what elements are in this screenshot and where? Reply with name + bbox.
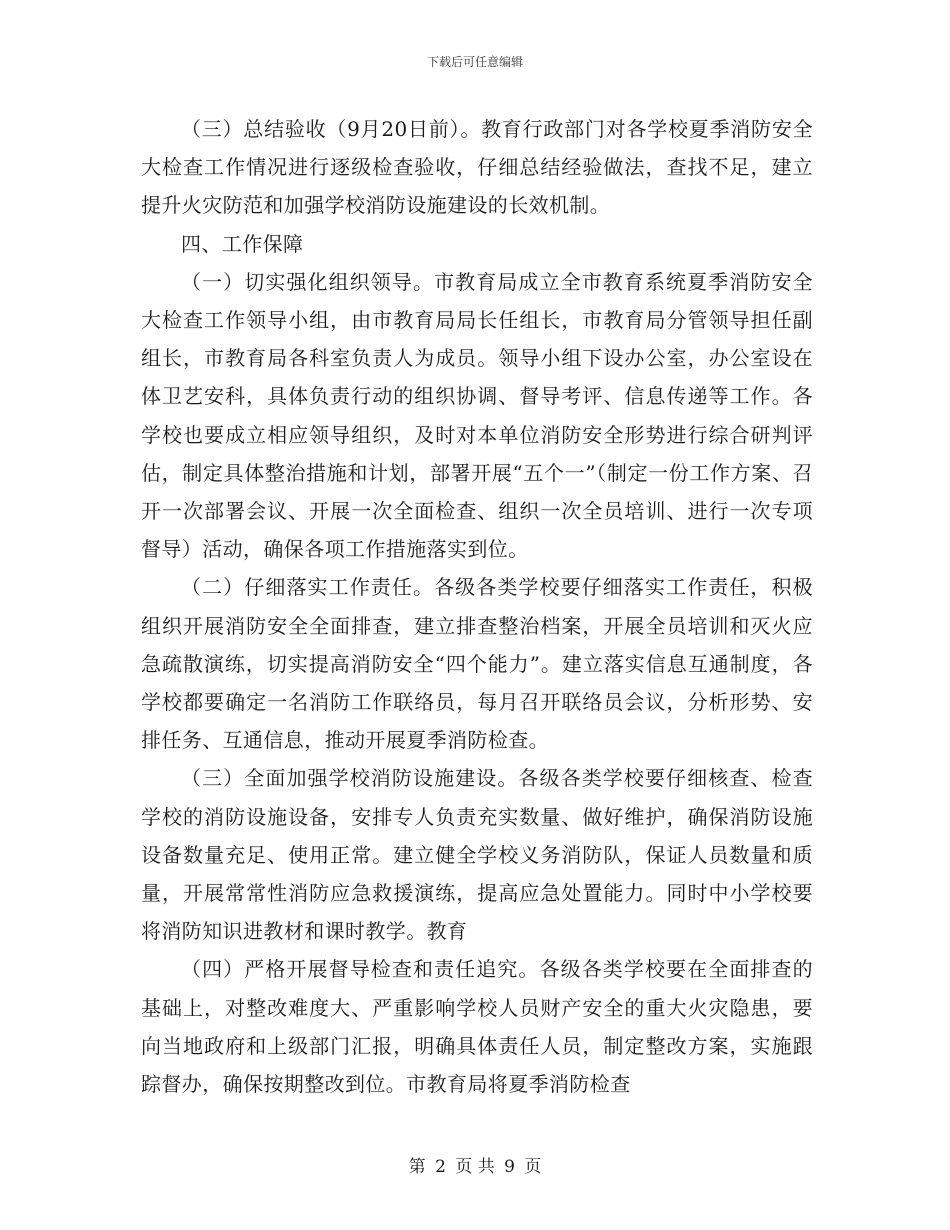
footer-middle: 页 共: [455, 1157, 495, 1177]
document-body: [141, 110, 813, 1103]
footer-suffix: 页: [524, 1157, 542, 1177]
footer-prefix: 第: [408, 1157, 426, 1177]
paragraph-work-responsibility: （二）仔细落实工作责任。各级各类学校要仔细落实工作责任，积极组织开展消防安全全面排查，建立排查整治档案，开展全员培训和灭火应急疏散演练，切实提高消防安全“四个能力”。建立落实信息互通制度，各学校都要确定一名消防工作联络员，每月召开联络员会议，分析形势、安排任务、互通信息，推动开展夏季消防检查。: [141, 575, 813, 753]
paragraph-summary-acceptance: （三）总结验收（9月20日前）。教育行政部门对各学校夏季消防安全大检查工作情况进行逐级检查验收，仔细总结经验做法，查找不足，建立提升火灾防范和加强学校消防设施建设的长效机制。: [141, 117, 813, 218]
paragraph-fire-facilities: （三）全面加强学校消防设施建设。各级各类学校要仔细核查、检查学校的消防设施设备，安排专人负责充实数量、做好维护，确保消防设施设备数量充足、使用正常。建立健全学校义务消防队，保证人员数量和质量，开展常常性消防应急救援演练，提高应急处置能力。同时中小学校要将消防知识进教材和课时教学。教育: [141, 766, 813, 944]
page-number: 2: [435, 1157, 446, 1177]
page-total: 9: [504, 1157, 515, 1177]
section-heading-work-guarantee: 四、工作保障: [181, 231, 304, 256]
paragraph-supervision-accountability: （四）严格开展督导检查和责任追究。各级各类学校要在全面排查的基础上，对整改难度大、严重影响学校人员财产安全的重大火灾隐患，要向当地政府和上级部门汇报，明确具体责任人员，制定整改方案，实施跟踪督办，确保按期整改到位。市教育局将夏季消防检查: [141, 957, 813, 1097]
header-note: 下载后可任意编辑: [426, 55, 523, 69]
page-footer: [0, 1152, 950, 1177]
paragraph-organization-leadership: （一）切实强化组织领导。市教育局成立全市教育系统夏季消防安全大检查工作领导小组，由市教育局局长任组长，市教育局分管领导担任副组长，市教育局各科室负责人为成员。领导小组下设办公室，办公室设在体卫艺安科，具体负责行动的组织协调、督导考评、信息传递等工作。各学校也要成立相应领导组织，及时对本单位消防安全形势进行综合研判评估，制定具体整治措施和计划，部署开展“五个一”（制定一份工作方案、召开一次部署会议、开展一次全面检查、组织一次全员培训、进行一次专项督导）活动，确保各项工作措施落实到位。: [141, 269, 813, 562]
